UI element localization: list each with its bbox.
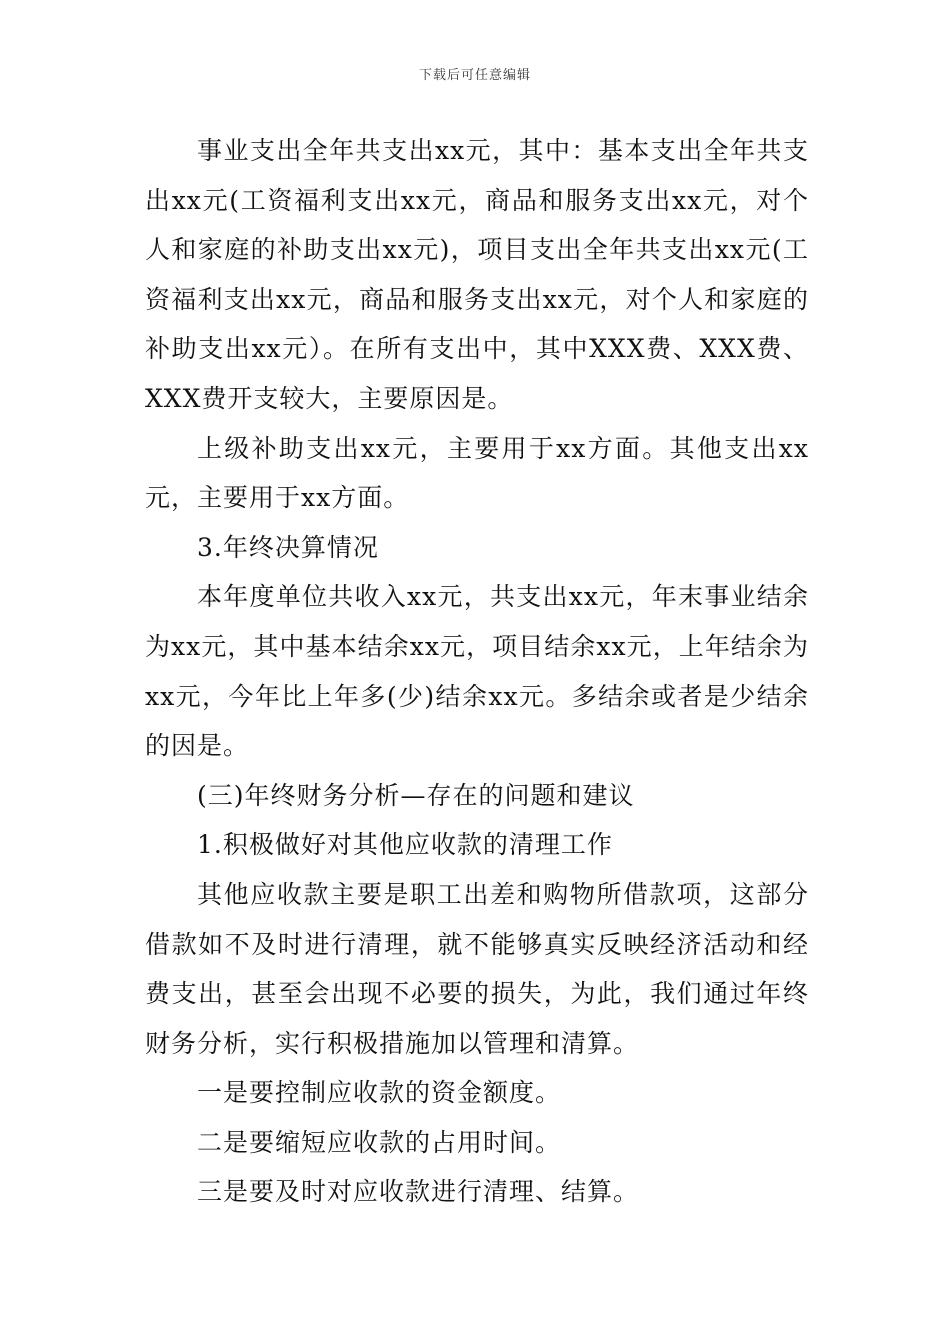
paragraph-receivables: 其他应收款主要是职工出差和购物所借款项，这部分借款如不及时进行清理，就不能够真实反映经济活动和经费支出，甚至会出现不必要的损失，为此，我们通过年终财务分析，实行积极措施加以管理和清算。 — [145, 879, 809, 1058]
heading-final-accounts: 3.年终决算情况 — [197, 532, 379, 562]
paragraph-business-expenditure: 事业支出全年共支出xx元，其中：基本支出全年共支出xx元(工资福利支出xx元，商品和服务支出xx元，对个人和家庭的补助支出xx元)，项目支出全年共支出xx元(工资福利支出xx元，商品和服务支出xx元，对个人和家庭的补助支出xx元）。在所有支出中，其中XXX费、XXX费、XXX费开支较大，主要原因是。 — [145, 136, 809, 413]
paragraph-final-accounts: 本年度单位共收入xx元，共支出xx元，年末事业结余为xx元，其中基本结余xx元，项目结余xx元，上年结余为xx元，今年比上年多(少)结余xx元。多结余或者是少结余的因是。 — [145, 582, 809, 761]
list-item-second: 二是要缩短应收款的占用时间。 — [197, 1127, 562, 1157]
heading-financial-analysis: (三)年终财务分析—存在的问题和建议 — [197, 780, 635, 810]
document-body — [145, 126, 809, 1217]
list-item-first: 一是要控制应收款的资金额度。 — [197, 1078, 562, 1108]
paragraph-subsidy-expenditure: 上级补助支出xx元，主要用于xx方面。其他支出xx元，主要用于xx方面。 — [145, 433, 809, 513]
heading-receivables-cleanup: 1.积极做好对其他应收款的清理工作 — [197, 830, 613, 860]
list-item-third: 三是要及时对应收款进行清理、结算。 — [197, 1177, 640, 1207]
page-header: 下载后可任意编辑 — [418, 68, 531, 83]
